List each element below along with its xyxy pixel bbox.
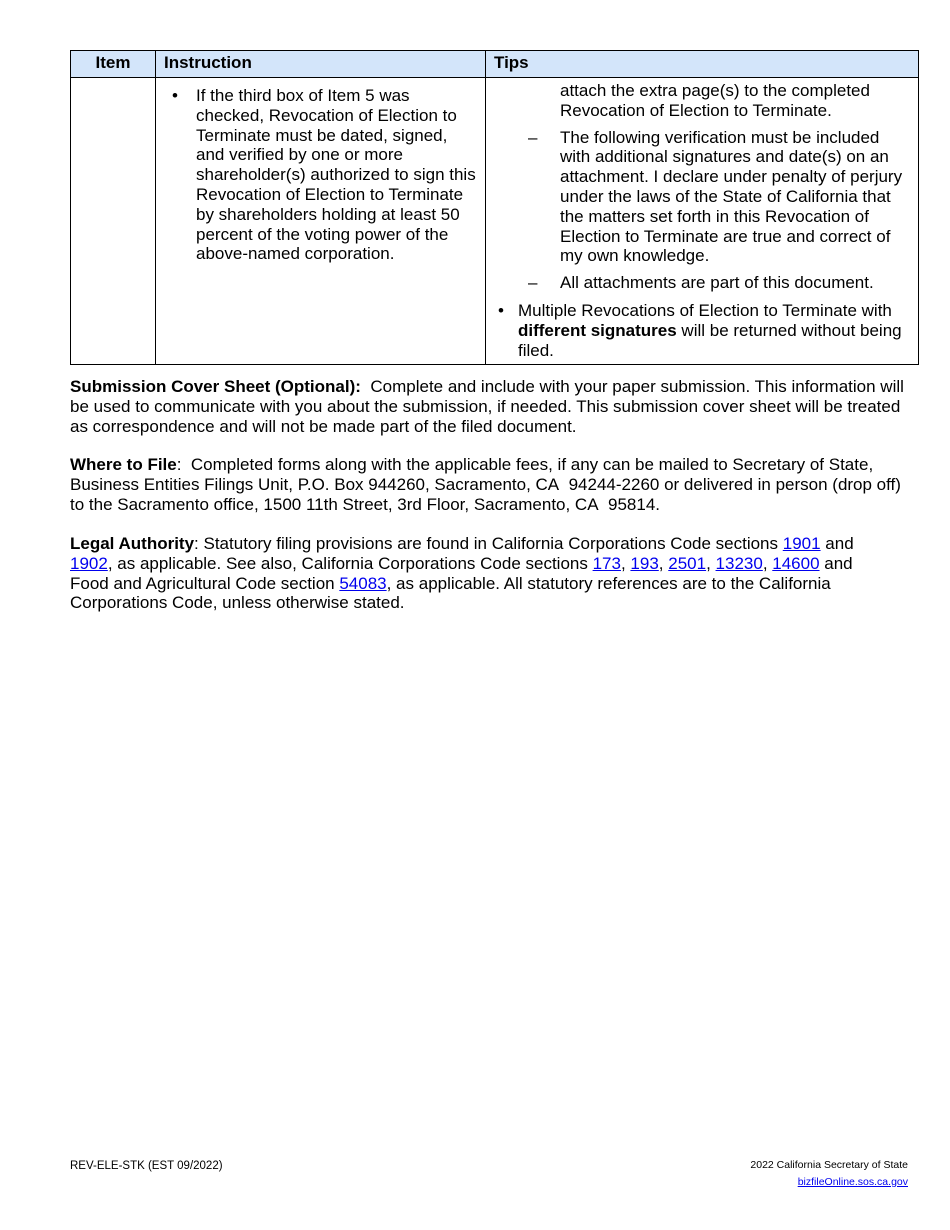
table-header-row	[71, 51, 919, 78]
tips-bullet-text-post: will be returned without being filed.	[518, 320, 902, 360]
legal-lead: Legal Authority	[70, 534, 195, 553]
tips-bullet-text-pre: Multiple Revocations of Election to Terminate with	[518, 300, 892, 320]
legal-text-segment: and	[820, 534, 854, 553]
legal-text-segment: : Statutory filing provisions are found in California Corporations Code sections	[194, 534, 783, 553]
page-footer-right	[750, 1157, 908, 1191]
tips-bullet-item	[492, 301, 908, 360]
link-13230[interactable]: 13230	[715, 553, 763, 573]
tips-dash-item	[492, 273, 908, 293]
item-cell	[71, 78, 156, 365]
tips-dash-item	[492, 128, 908, 267]
link-1901[interactable]: 1901	[782, 534, 821, 553]
instruction-bullet-text: If the third box of Item 5 was checked, Revocation of Election to Terminate must be dated, signed, and verified by one or more shareholder(s) authorized to sign this Revocation of Election to Terminate by shareholders holding at least 50 percent of the voting power of the above-named corporation.	[196, 86, 476, 264]
legal-text-segment: ,	[658, 553, 669, 573]
legal-text-segment: , as applicable. See also, California Corporations Code sections	[107, 553, 593, 573]
copyright-line: 2022 California Secretary of State	[750, 1159, 908, 1171]
instruction-bullet-item	[162, 86, 479, 264]
legal-authority-paragraph	[70, 534, 890, 613]
dash-icon: –	[528, 273, 538, 293]
submission-cover-sheet-paragraph	[70, 377, 910, 436]
link-14600[interactable]: 14600	[772, 553, 820, 573]
column-header-item: Item	[71, 51, 156, 78]
bizfile-link[interactable]: bizfileOnline.sos.ca.gov	[797, 1176, 908, 1188]
submission-lead: Submission Cover Sheet (Optional):	[70, 377, 361, 396]
legal-text-segment: ,	[762, 553, 773, 573]
tips-dash-text: The following verification must be included with additional signatures and date(s) on an attachment. I declare under penalty of perjury under the laws of the State of California that the matters set forth in this Revocation of Election to Terminate are true and correct of my own knowledge.	[560, 127, 903, 266]
instruction-cell	[156, 78, 486, 365]
where-body: : Completed forms along with the applicable fees, if any can be mailed to Secretary of State, Business Entities Filings Unit, P.O. Box 944260, Sacramento, CA 94244-2260 or delivered in person (drop off) to the Sacramento office, 1500 11th Street, 3rd Floor, Sacramento, CA 95814.	[70, 455, 901, 514]
legal-text-segment: and Food and Agricultural Code section	[70, 553, 853, 593]
link-173[interactable]: 173	[592, 553, 621, 573]
column-header-tips: Tips	[486, 51, 919, 78]
where-to-file-paragraph	[70, 455, 910, 514]
bullet-icon: •	[498, 300, 504, 320]
bullet-icon: •	[172, 86, 178, 105]
tips-continuation-text: attach the extra page(s) to the completed Revocation of Election to Terminate.	[560, 81, 870, 120]
link-2501[interactable]: 2501	[668, 553, 707, 573]
legal-text-segment: ,	[706, 553, 716, 573]
table-body-row	[71, 78, 919, 365]
link-54083[interactable]: 54083	[339, 573, 387, 593]
tips-dash-text: All attachments are part of this document.	[560, 273, 874, 293]
link-193[interactable]: 193	[630, 553, 659, 573]
form-id: REV-ELE-STK (EST 09/2022)	[70, 1160, 223, 1172]
legal-text-segment: ,	[620, 553, 631, 573]
dash-icon: –	[528, 127, 538, 147]
link-1902[interactable]: 1902	[70, 553, 108, 573]
column-header-instruction: Instruction	[156, 51, 486, 78]
instructions-table	[70, 50, 919, 365]
legal-text-segment: , as applicable. All statutory references are to the California Corporations Code, unless otherwise stated.	[70, 573, 831, 613]
tips-cell	[486, 78, 919, 365]
where-lead: Where to File	[70, 455, 177, 474]
tips-bullet-text-bold: different signatures	[518, 320, 677, 340]
submission-body: Complete and include with your paper submission. This information will be used to communicate with you about the submission, if needed. This submission cover sheet will be treated as correspondence and will not be made part of the filed document.	[70, 377, 904, 436]
